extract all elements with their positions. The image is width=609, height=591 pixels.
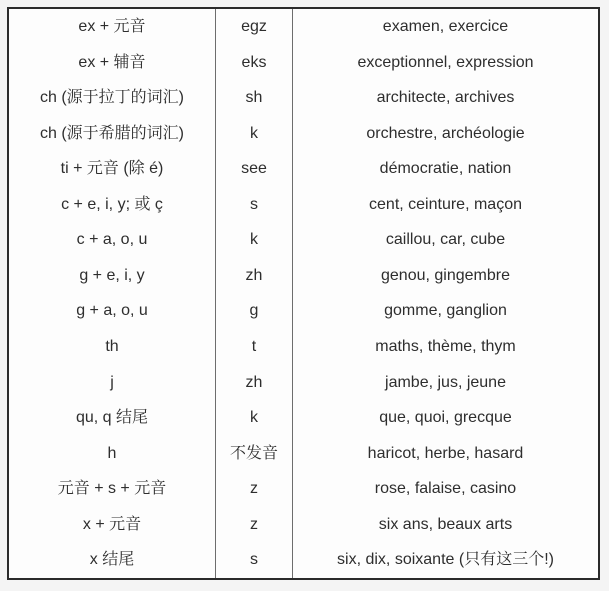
pronunciation-cell: g [215,294,293,330]
table-row [9,365,598,401]
rule-cell: ex + 元音 [78,17,146,35]
table-row [9,80,598,116]
table-row [9,45,598,81]
examples-cell: architecte, archives [376,89,515,107]
table-row [9,151,598,187]
rule-cell: qu, q 结尾 [75,409,149,427]
table-row [9,436,598,472]
rule-cell: g + a, o, u [76,302,148,320]
examples-cell: exceptionnel, expression [357,53,534,71]
examples-cell: cent, ceinture, maçon [369,195,522,213]
table-row [9,9,598,45]
pronunciation-cell: s [215,542,293,578]
rule-cell: c + e, i, y; 或 ç [61,195,163,213]
rule-cell: x 结尾 [89,551,135,569]
rule-cell: j [110,373,114,391]
table-row [9,187,598,223]
rule-cell: ti + 元音 (除 é) [60,160,164,178]
table-row [9,471,598,507]
table-row [9,329,598,365]
pronunciation-cell: z [215,507,293,543]
examples-cell: maths, thème, thym [375,338,516,356]
rule-cell: ch (源于拉丁的词汇) [39,89,184,107]
rule-cell: th [105,338,119,356]
rule-cell: x + 元音 [82,515,142,533]
examples-cell: démocratie, nation [379,160,512,178]
pronunciation-cell: z [215,471,293,507]
pronunciation-cell: t [215,329,293,365]
examples-cell: six, dix, soixante (只有这三个!) [337,551,554,569]
examples-cell: genou, gingembre [381,266,510,284]
pronunciation-cell: sh [215,80,293,116]
examples-cell: rose, falaise, casino [374,480,517,498]
pronunciation-cell: s [215,187,293,223]
table-row [9,222,598,258]
pronunciation-cell: zh [215,365,293,401]
rule-cell: ch (源于希腊的词汇) [39,124,184,142]
rule-cell: c + a, o, u [76,231,148,249]
pronunciation-cell: k [215,400,293,436]
pronunciation-cell: k [215,116,293,152]
pronunciation-cell: egz [215,9,293,45]
examples-cell: que, quoi, grecque [379,409,512,427]
pronunciation-cell: zh [215,258,293,294]
rule-cell: 元音 + s + 元音 [57,480,167,498]
table-row [9,400,598,436]
examples-cell: haricot, herbe, hasard [367,444,524,462]
examples-cell: orchestre, archéologie [366,124,525,142]
pronunciation-table [7,7,600,580]
pronunciation-cell: k [215,222,293,258]
table-row [9,294,598,330]
table-row [9,507,598,543]
pronunciation-cell: eks [215,45,293,81]
examples-cell: caillou, car, cube [385,231,506,249]
examples-cell: six ans, beaux arts [378,515,513,533]
examples-cell: examen, exercice [382,17,509,35]
table-row [9,542,598,578]
pronunciation-cell: see [215,151,293,187]
examples-cell: jambe, jus, jeune [385,373,506,391]
pronunciation-cell: 不发音 [215,436,293,472]
rule-cell: ex + 辅音 [78,53,146,71]
table-row [9,116,598,152]
rule-cell: g + e, i, y [79,266,145,284]
examples-cell: gomme, ganglion [384,302,507,320]
table-row [9,258,598,294]
rule-cell: h [107,444,117,462]
